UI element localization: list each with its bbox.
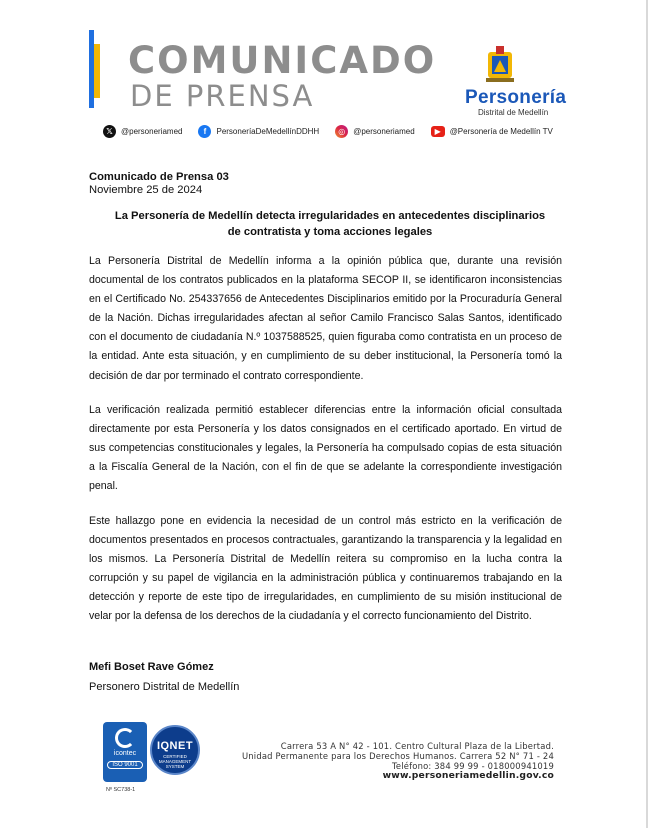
website-link[interactable]: www.personeriamedellin.gov.co bbox=[382, 770, 554, 781]
instagram-icon: ◎ bbox=[335, 125, 348, 138]
iqnet-subtitle: CERTIFIED MANAGEMENT SYSTEM bbox=[158, 754, 192, 769]
x-icon: 𝕏 bbox=[103, 125, 116, 138]
body-paragraph-2: La verificación realizada permitió establecer diferencias entre la información oficial consultada directamente por esta Personería y los datos consignados en el certificado aportado. En virtud de sus competencias constitucionales y legales, la Personería ha compulsado copias de esta situación a la Fiscalía General de la Nación, con el fin de que se adelante la correspondiente investigación penal. bbox=[89, 404, 562, 493]
body-paragraph-1: La Personería Distrital de Medellín informa a la opinión pública que, durante una revisión documental de los contratos publicados en la plataforma SECOP II, se identificaron inconsistencias en el Certificado No. 254337656 de Antecedentes Disciplinarios emitido por la Procuraduría General de la Nación. Dichas irregularidades afectan al señor Camilo Francisco Salas Santos, identificado con el documento de ciudadanía N.º 1037588525, quien figuraba como contratista en un proceso de la entidad. Ante esta situación, y en cumplimiento de su deber institucional, la Personería tomó la decisión de dar por terminado el contrato correspondiente. bbox=[89, 255, 562, 382]
facebook-icon: f bbox=[198, 125, 211, 138]
iqnet-label: IQNET bbox=[156, 740, 194, 752]
phone-line: Teléfono: 384 99 99 - 018000941019 bbox=[391, 761, 554, 771]
social-instagram-handle: @personeriamed bbox=[353, 126, 415, 136]
header-accent-bar-yellow bbox=[94, 44, 100, 98]
signatory-name: Mefi Boset Rave Gómez bbox=[89, 661, 214, 673]
youtube-icon: ▶ bbox=[431, 126, 445, 137]
body-paragraph-3: Este hallazgo pone en evidencia la necesidad de un control más estricto en la verificación de documentos presentados en procesos contractuales, garantizando la transparencia y la legalidad en los mismos. La Personería Distrital de Medellín reitera su compromiso en la lucha contra la corrupción y su papel de vigilancia en la administración pública y continuaremos trabajando en la detección y reporte de este tipo de irregularidades, en cumplimiento de su misión institucional de velar por la defensa de los derechos de la ciudadanía y el correcto funcionamiento del Distrito. bbox=[89, 515, 562, 623]
document-date: Noviembre 25 de 2024 bbox=[89, 184, 203, 196]
document-meta bbox=[89, 171, 229, 197]
icontec-logo-icon bbox=[115, 728, 135, 748]
certificate-number: Nº SC738-1 bbox=[106, 787, 136, 793]
signatory-role: Personero Distrital de Medellín bbox=[89, 681, 240, 693]
social-facebook[interactable] bbox=[198, 125, 319, 138]
document-headline: La Personería de Medellín detecta irregularidades en antecedentes disciplinarios de contratista y toma acciones legales bbox=[114, 210, 546, 238]
header-title-line2: DE PRENSA bbox=[130, 79, 315, 113]
personeria-crest-icon bbox=[484, 44, 516, 84]
social-links-row bbox=[103, 123, 569, 139]
footer-contact-block bbox=[212, 741, 554, 781]
header-title-line1: COMUNICADO bbox=[128, 39, 437, 82]
social-facebook-handle: PersoneríaDeMedellínDDHH bbox=[216, 126, 320, 136]
address-line-1: Carrera 53 A N° 42 - 101. Centro Cultural Plaza de la Libertad. bbox=[280, 741, 554, 751]
iqnet-certification-badge bbox=[150, 725, 200, 775]
social-x-handle: @personeriamed bbox=[121, 126, 183, 136]
brand-subtitle: Distrital de Medellín bbox=[478, 108, 549, 117]
address-line-2: Unidad Permanente para los Derechos Humanos. Carrera 52 N° 71 - 24 bbox=[241, 751, 554, 761]
social-instagram[interactable] bbox=[335, 125, 414, 138]
iso-label: ISO 9001 bbox=[107, 761, 143, 769]
brand-name: Personería bbox=[465, 87, 567, 108]
icontec-certification-badge bbox=[103, 722, 147, 782]
social-x[interactable] bbox=[103, 125, 182, 138]
icontec-label: icontec bbox=[113, 750, 137, 757]
document-reference: Comunicado de Prensa 03 bbox=[89, 171, 229, 183]
social-youtube[interactable] bbox=[431, 126, 553, 137]
social-youtube-handle: @Personería de Medellín TV bbox=[449, 126, 553, 136]
